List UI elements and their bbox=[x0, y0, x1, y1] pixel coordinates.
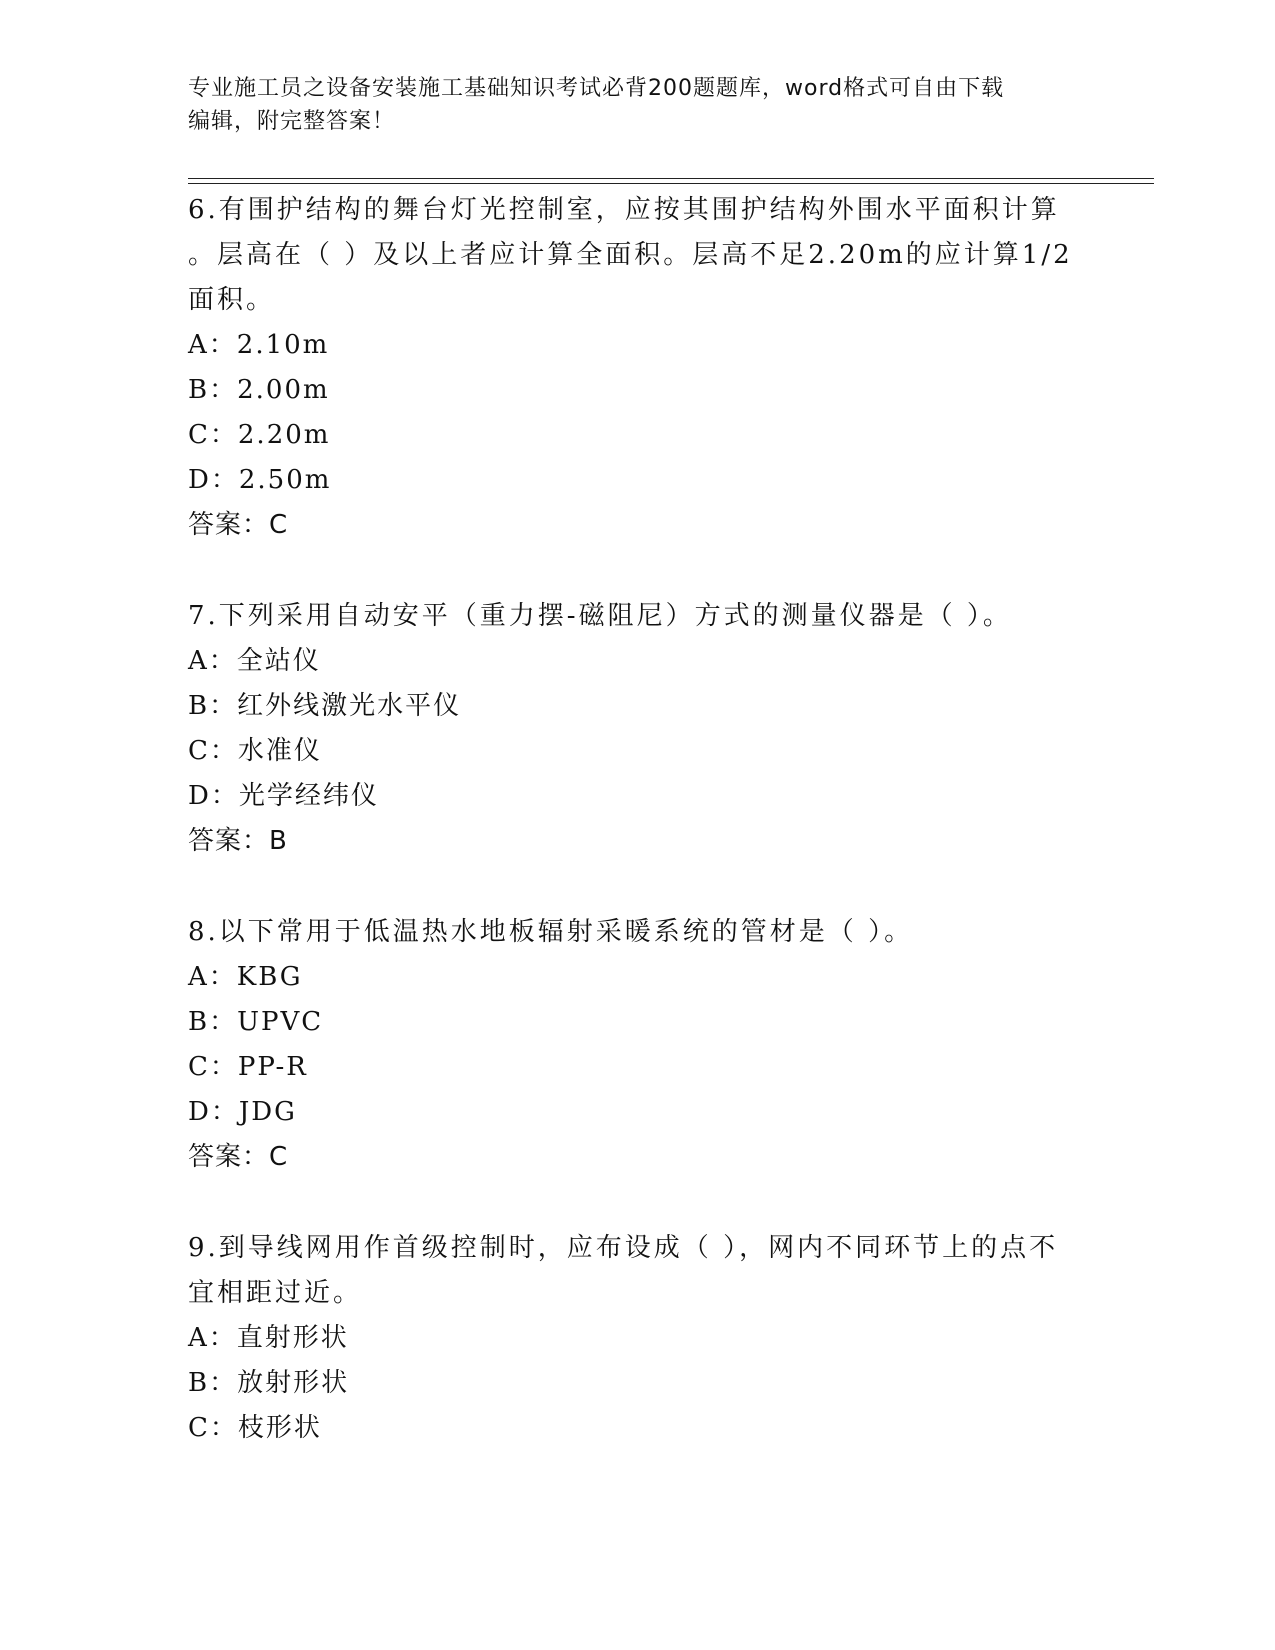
header-divider-bottom bbox=[188, 183, 1154, 184]
option-a: A：2.10m bbox=[188, 330, 330, 360]
question-stem-line: 宜相距过近。 bbox=[188, 1278, 363, 1308]
question-stem-line: 。层高在（ ）及以上者应计算全面积。层高不足2.20m的应计算1/2 bbox=[188, 240, 1073, 270]
option-a: A：全站仪 bbox=[188, 646, 321, 676]
option-c: C：水准仪 bbox=[188, 736, 322, 766]
question-6 bbox=[188, 188, 1088, 548]
document-header bbox=[188, 72, 1088, 138]
answer-line: 答案：C bbox=[188, 1142, 289, 1172]
question-stem-line: 7.下列采用自动安平（重力摆-磁阻尼）方式的测量仪器是（ ）。 bbox=[188, 601, 1012, 631]
question-stem-line: 8.以下常用于低温热水地板辐射采暖系统的管材是（ ）。 bbox=[188, 917, 914, 947]
header-line-1: 专业施工员之设备安装施工基础知识考试必背200题题库，word格式可自由下载 bbox=[188, 76, 1005, 101]
question-stem-line: 6.有围护结构的舞台灯光控制室，应按其围护结构外围水平面积计算 bbox=[188, 195, 1060, 225]
question-9 bbox=[188, 1226, 1088, 1451]
option-d: D：JDG bbox=[188, 1097, 297, 1127]
option-c: C：2.20m bbox=[188, 420, 331, 450]
option-a: A：KBG bbox=[188, 962, 303, 992]
header-divider-top bbox=[188, 178, 1154, 179]
answer-line: 答案：C bbox=[188, 510, 289, 540]
option-b: B：红外线激光水平仪 bbox=[188, 691, 462, 721]
question-stem-line: 面积。 bbox=[188, 285, 276, 315]
question-7 bbox=[188, 594, 1088, 864]
question-list bbox=[188, 188, 1088, 1451]
option-b: B：放射形状 bbox=[188, 1368, 350, 1398]
option-d: D：2.50m bbox=[188, 465, 332, 495]
header-line-2: 编辑，附完整答案！ bbox=[188, 109, 396, 134]
option-b: B：UPVC bbox=[188, 1007, 324, 1037]
option-d: D：光学经纬仪 bbox=[188, 781, 379, 811]
option-a: A：直射形状 bbox=[188, 1323, 349, 1353]
answer-line: 答案：B bbox=[188, 826, 288, 856]
option-c: C：枝形状 bbox=[188, 1413, 322, 1443]
question-8 bbox=[188, 910, 1088, 1180]
question-stem-line: 9.到导线网用作首级控制时，应布设成（ ），网内不同环节上的点不 bbox=[188, 1233, 1059, 1263]
option-c: C：PP-R bbox=[188, 1052, 308, 1082]
option-b: B：2.00m bbox=[188, 375, 330, 405]
